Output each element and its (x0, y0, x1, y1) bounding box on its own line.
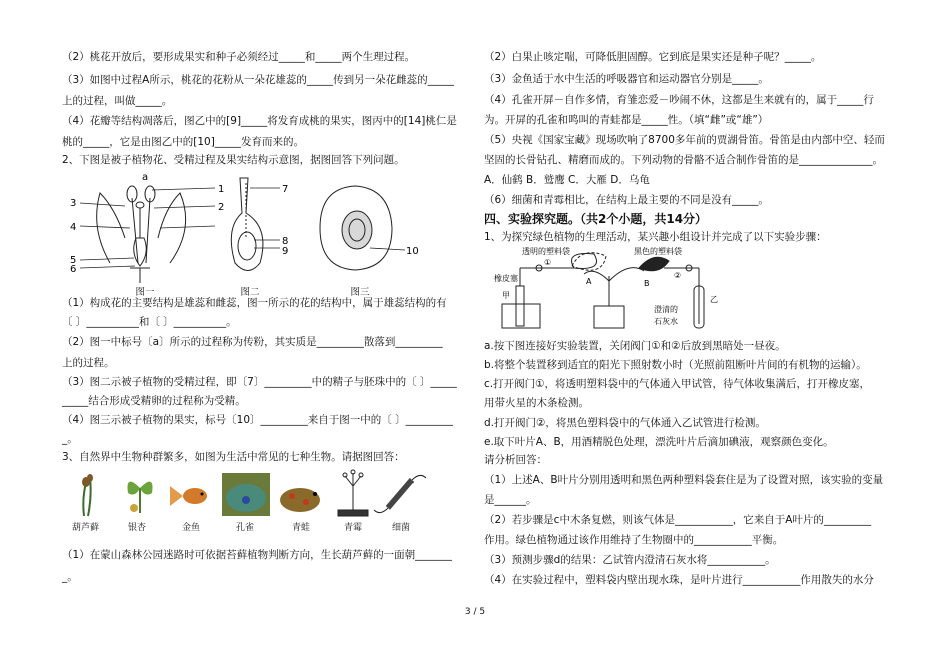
text-line: （2）桃花开放后，要形成果实和种子必须经过_____和_____两个生理过程。 (62, 51, 416, 63)
figure-caption: 图二 (240, 287, 260, 298)
text-line: （5）央视《国家宝藏》现场吹响了8700多年前的贾湖骨笛。骨笛是由内部中空、轻而 (484, 134, 885, 146)
text-line: 请分析回答： (484, 454, 547, 466)
fig-label: 2 (218, 202, 225, 213)
text-line: （1）构成花的主要结构是雄蕊和雌蕊，图一所示的花的结构中，属于雄蕊结构的有 (62, 297, 447, 309)
text-line: （1）上述A、B叶片分别用透明和黑色两种塑料袋套住是为了设置对照，该实验的变量 (484, 474, 884, 486)
fig-label: 8 (282, 236, 289, 247)
text-line: （2）图一中标号〔a〕所示的过程称为传粉，其实质是_________散落到_________ (62, 336, 443, 348)
step-line: e.取下叶片A、B，用酒精脱色处理，漂洗叶片后滴加碘液，观察颜色变化。 (484, 436, 834, 448)
organism-label: 孔雀 (236, 523, 255, 533)
organism-label: 金鱼 (182, 523, 201, 533)
apparatus-label: B (644, 279, 650, 288)
step-line: c.打开阀门①，将透明塑料袋中的气体通入甲试管，待气体收集满后，打开橡皮塞， (484, 378, 871, 390)
text-line: _。 (62, 433, 78, 445)
text-line: 上的过程，叫做_____。 (62, 95, 173, 107)
text-line: 上的过程。 (62, 357, 115, 369)
apparatus-svg (494, 246, 734, 336)
apparatus-label: 澄清的 (654, 305, 678, 314)
text-line: 坚固的长骨钻孔、精磨而成的。下列动物的骨骼不适合制作骨笛的是______________。 (484, 154, 883, 166)
question-heading: 2、下图是被子植物花、受精过程及果实结构示意图，据图回答下列问题。 (62, 154, 405, 166)
text-line: 作用。绿色植物通过该作用维持了生物圈中的___________平衡。 (484, 534, 784, 546)
text-line: （3）金鱼适于水中生活的呼吸器官和运动器官分别是_____。 (484, 73, 769, 85)
text-line: （4）图三示被子植物的果实，标号〔10〕_________来自于图一中的〔 〕_________ (62, 414, 453, 426)
apparatus-label: A (586, 277, 592, 286)
text-line: （4）孔雀开屏－自作多情，育雏恋爱－吵闹不休，这都是生来就有的，属于_____行 (484, 94, 874, 106)
apparatus-label: 黑色的塑料袋 (634, 247, 682, 256)
apparatus-figure (494, 246, 734, 336)
step-line: 用带火星的木条检测。 (484, 397, 589, 409)
organisms-svg (70, 468, 460, 520)
goldfish-image (170, 486, 207, 506)
step-line: b.将整个装置移到适宜的阳光下照射数小时（光照前阻断叶片间的有机物的运输）。 (484, 359, 867, 371)
text-line: （4）在实验过程中，塑料袋内壁出现水珠，是叶片进行___________作用散失的水分 (484, 574, 874, 586)
question-heading: 3、自然界中生物种群繁多，如图为生活中常见的七种生物。请据图回答： (62, 451, 405, 463)
organisms-figure (70, 468, 460, 538)
text-line: 为。开屏的孔雀和鸣叫的青蛙都是_____性。（填“雌”或“雄”） (484, 114, 769, 126)
section-title: 四、实验探究题。（共2个小题，共14分） (484, 212, 708, 226)
peacock-image (222, 473, 270, 516)
moss-image (82, 474, 93, 516)
text-line: （2）白果止咳定喘，可降低胆固醇。它到底是果实还是种子呢？_____。 (484, 51, 822, 63)
text-line: （4）花瓣等结构凋落后，图乙中的[9]_____将发育成桃的果实，图丙中的[14]桃仁是 (62, 115, 457, 127)
text-line: 是______。 (484, 494, 537, 506)
text-line: 桃的_____，它是由图乙中的[10]_____发育而来的。 (62, 136, 305, 148)
fig-label: 3 (70, 198, 77, 209)
text-line: （3）如图中过程A所示，桃花的花粉从一朵花雄蕊的_____传到另一朵花雌蕊的_____ (62, 74, 454, 86)
step-line: a.按下图连接好实验装置，关闭阀门①和②后放到黑暗处一昼夜。 (484, 340, 786, 352)
text-line: 〔 〕__________和〔 〕__________。 (62, 316, 237, 328)
figure-caption: 图一 (135, 287, 155, 298)
frog-image (280, 488, 320, 512)
text-line: （6）细菌和青霉相比，在结构上最主要的不同是没有_____。 (484, 194, 769, 206)
text-line: （1）在蒙山森林公园迷路时可依据苔藓植物判断方向，生长葫芦藓的一面朝_______ (62, 549, 452, 561)
text-line: （2）若步骤是c中木条复燃，则该气体是___________，它来自于A叶片的_________ (484, 514, 872, 526)
fig-label: 1 (218, 184, 225, 195)
fig-label: 6 (70, 264, 77, 275)
fig-label: 7 (282, 184, 289, 195)
step-line: d.打开阀门②，将黑色塑料袋中的气体通入乙试管进行检测。 (484, 417, 766, 429)
flower-diagram-svg (70, 168, 460, 288)
organism-label: 细菌 (392, 523, 411, 533)
apparatus-label: ② (674, 271, 682, 280)
question-heading: 1、为探究绿色植物的生理活动，某兴趣小组设计并完成了以下实验步骤： (484, 231, 827, 243)
organism-label: 青蛙 (292, 523, 311, 533)
bacteria-image (374, 475, 426, 512)
fig-label: 4 (70, 222, 77, 233)
organism-label: 青霉 (344, 523, 363, 533)
apparatus-label: 石灰水 (654, 317, 678, 326)
fig-label: 10 (406, 246, 419, 257)
text-line: （3）图二示被子植物的受精过程，即〔7〕_________中的精子与胚珠中的〔 〕_____ (62, 376, 457, 388)
organism-label: 银杏 (128, 523, 147, 533)
flower-figures (70, 168, 460, 298)
page-number: 3 / 5 (464, 607, 486, 617)
fig-label: a (142, 172, 149, 183)
apparatus-label: ① (544, 258, 552, 267)
text-line: _____结合形成受精卵的过程称为受精。 (62, 395, 246, 407)
fig-label: 9 (282, 246, 289, 257)
figure-caption: 图三 (350, 287, 370, 298)
apparatus-label: 透明的塑料袋 (522, 247, 570, 256)
apparatus-label: 甲 (502, 291, 510, 300)
apparatus-label: 橡皮塞 (494, 274, 518, 283)
apparatus-label: 乙 (710, 295, 718, 304)
options-line: A．仙鹤 B．鹫鹰 C．大雁 D．乌龟 (484, 174, 650, 186)
penicillium-image (338, 470, 368, 516)
fig-label: 5 (70, 255, 77, 266)
text-line: （3）预测步骤d的结果：乙试管内澄清石灰水将___________。 (484, 554, 776, 566)
text-line: _。 (62, 571, 78, 583)
organism-label: 葫芦藓 (72, 523, 100, 533)
ginkgo-image (128, 482, 153, 513)
